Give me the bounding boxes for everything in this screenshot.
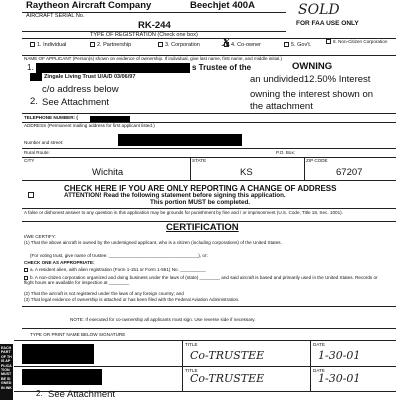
check-one-label: CHECK ONE AS APPROPRIATE: bbox=[24, 260, 95, 265]
applicant-name-label: NAME OF APPLICANT (Person(s) shown on evidence of ownership. If individual, give last name, first name, and middle initial.) bbox=[24, 56, 283, 61]
serial-label: AIRCRAFT SERIAL No. bbox=[26, 13, 85, 19]
attention-must: This portion MUST be completed. bbox=[150, 199, 251, 206]
applicant-line3: c/o address below bbox=[42, 84, 119, 95]
sig1-date-label: DATE bbox=[313, 342, 325, 347]
change-address-text: CHECK HERE IF YOU ARE ONLY REPORTING A CHANGE OF ADDRESS bbox=[64, 184, 337, 193]
regtype-partnership[interactable]: 2. Partnership bbox=[90, 42, 131, 48]
faa-use-label: FOR FAA USE ONLY bbox=[296, 20, 359, 27]
rural-route-label: Rural Route: bbox=[24, 150, 50, 155]
sig2-title: Co-TRUSTEE bbox=[190, 372, 265, 385]
cert-a[interactable]: a. A resident alien, with alien registration (Form 1-151 or Form 1-551) No. __________ bbox=[24, 267, 384, 272]
type-print-label: TYPE OR PRINT NAME BELOW SIGNATURE bbox=[30, 332, 126, 337]
regtype-govt[interactable]: 5. Gov't. bbox=[284, 42, 311, 48]
certification-title: CERTIFICATION bbox=[166, 222, 239, 233]
redaction bbox=[22, 369, 102, 385]
coownership-note: NOTE: If executed for co-ownership all applicants must sign. Use reverse side if necessary. bbox=[70, 317, 256, 322]
owning-shown-text: owning the interest shown on bbox=[250, 89, 374, 100]
cert-1: (1) That the above aircraft is owned by the undersigned applicant, who is a citizen (including corporations) of the United States. bbox=[24, 240, 282, 245]
cert-3: (3) That legal evidence of ownership is attached or has been filed with the Federal Aviation Administration. bbox=[24, 297, 240, 302]
cert-2: (2) That the aircraft is not registered under the laws of any foreign country; and bbox=[24, 291, 184, 296]
attention-text: ATTENTION! Read the following statement before signing this application. bbox=[64, 192, 286, 199]
bottom-num: 2. bbox=[36, 389, 43, 398]
city-label: CITY bbox=[24, 158, 35, 163]
sig2-date-label: DATE bbox=[313, 368, 325, 373]
city-value: Wichita bbox=[92, 167, 124, 178]
cert-1b: (For voting trust, give name of trustee: ___________________________________), or: bbox=[30, 253, 208, 258]
redaction bbox=[118, 134, 242, 146]
state-value: KS bbox=[240, 167, 253, 178]
redaction bbox=[30, 73, 42, 81]
aircraft-model: Beechjet 400A bbox=[190, 0, 255, 11]
registration-type-label: TYPE OF REGISTRATION (Check one box) bbox=[90, 32, 198, 38]
cert-b[interactable]: b. A non-citizen corporation organized and doing business under the laws of (state) ________ and said aircraft is based and primarily used in the United States. Records or flight hours are available for inspection at ________ bbox=[24, 275, 378, 285]
false-answer-warning: A false or dishonest answer to any question in this application may be grounds for punishment by fine and / or imprisonment (U.S. Code, Title 18, Sec. 1001). bbox=[24, 210, 343, 215]
sold-stamp: SOLD bbox=[298, 2, 340, 18]
state-label: STATE bbox=[192, 158, 207, 163]
interest-text: an undivided12.50% Interest bbox=[250, 74, 371, 85]
address-label: ADDRESS (Permanent mailing address for first applicant listed.) bbox=[24, 123, 155, 128]
applicant-line2: Zingale Living Trust U/A/D 03/06/97 bbox=[44, 74, 136, 80]
regtype-coowner[interactable]: 4. Co-owner bbox=[224, 42, 261, 48]
sign-in-ink-strip: EACH PART OF THIS APPLICATION MUST BE SIGNED IN INK bbox=[0, 344, 13, 400]
bottom-attachment: See Attachment bbox=[48, 389, 116, 400]
sig2-title-label: TITLE bbox=[185, 368, 198, 373]
regtype-noncitizen[interactable]: 8. Non-Citizen Corporation bbox=[326, 39, 396, 44]
change-address-checkbox[interactable] bbox=[28, 186, 36, 204]
attachment-text: the attachment bbox=[250, 101, 313, 112]
aircraft-make: Raytheon Aircraft Company bbox=[26, 0, 152, 11]
regtype-corporation[interactable]: 3. Corporation bbox=[158, 42, 200, 48]
serial-number: RK-244 bbox=[138, 20, 171, 31]
number-street-label: Number and street: bbox=[24, 140, 64, 145]
zip-label: ZIP CODE bbox=[306, 158, 328, 163]
redaction bbox=[22, 344, 94, 364]
owning-label: OWNING bbox=[292, 61, 333, 72]
sig1-title: Co-TRUSTEE bbox=[190, 349, 265, 362]
regtype-individual[interactable]: 1. Individual bbox=[30, 42, 66, 48]
certify-label: I/WE CERTIFY: bbox=[24, 234, 56, 239]
po-box-label: P.O. Box: bbox=[276, 150, 296, 155]
applicant-line4-num: 2. bbox=[30, 96, 38, 107]
telephone-label: TELEPHONE NUMBER: ( bbox=[24, 115, 78, 120]
sig2-date: 1-30-01 bbox=[318, 372, 361, 385]
sig1-title-label: TITLE bbox=[185, 342, 198, 347]
applicant-line1: s Trustee of the bbox=[192, 63, 252, 72]
redaction bbox=[36, 63, 190, 73]
regtype-coowner-mark: X bbox=[222, 36, 231, 49]
applicant-num-1: 1. bbox=[27, 63, 34, 72]
sig1-date: 1-30-01 bbox=[318, 349, 361, 362]
zip-value: 67207 bbox=[336, 167, 363, 178]
applicant-line4: See Attachment bbox=[42, 97, 110, 108]
